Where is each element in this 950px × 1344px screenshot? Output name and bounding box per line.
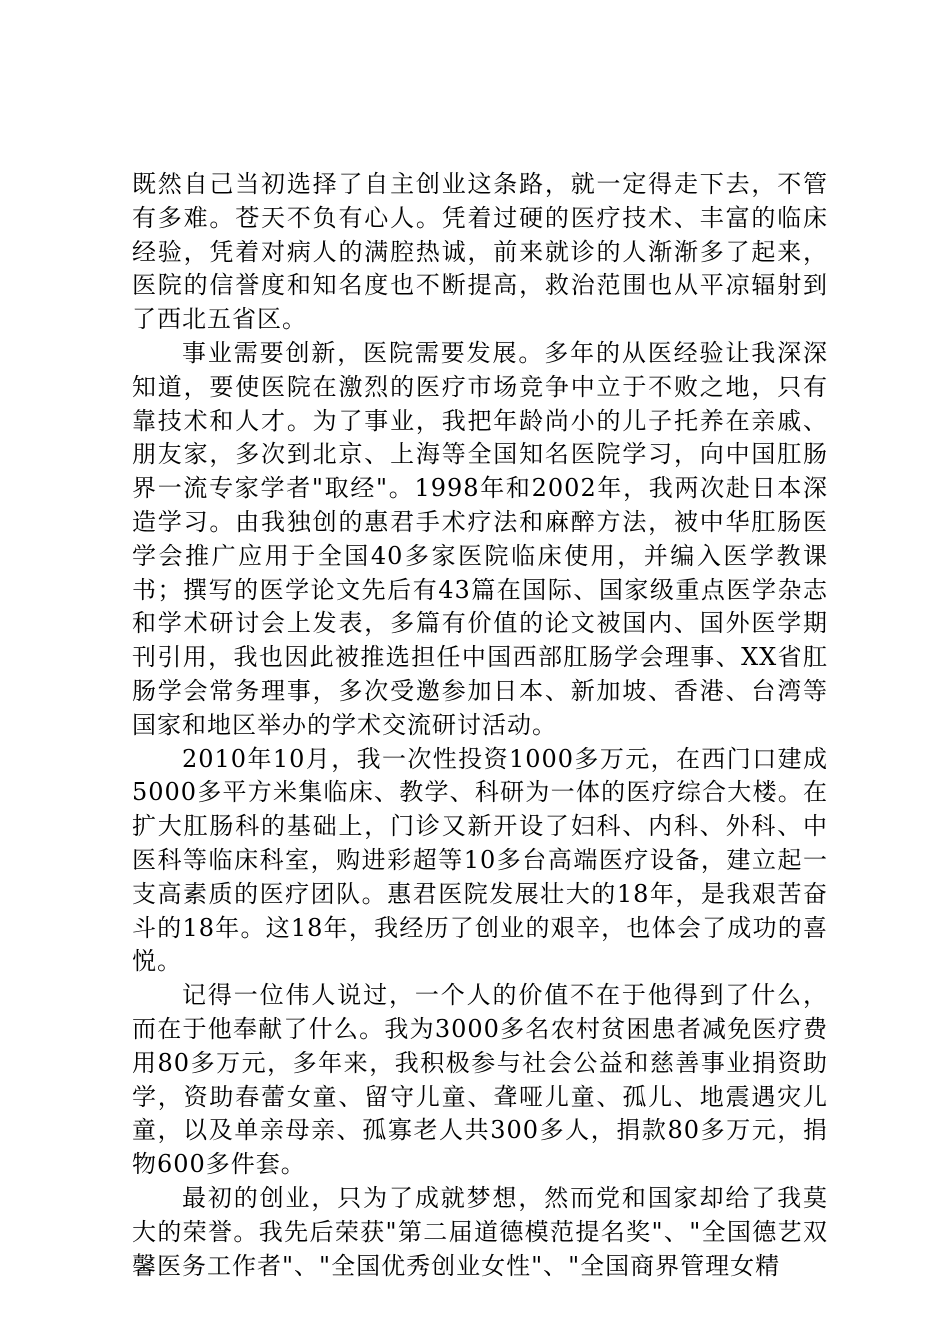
paragraph-3: 2010年10月，我一次性投资1000多万元，在西门口建成5000多平方米集临床、教学、科研为一体的医疗综合大楼。在扩大肛肠科的基础上，门诊又新开设了妇科、内科、外科、中医科等临床科室，购进彩超等10多台高端医疗设备，建立起一支高素质的医疗团队。惠君医院发展壮大的18年，是我艰苦奋斗的18年。这18年，我经历了创业的艰辛，也体会了成功的喜悦。: [132, 744, 828, 976]
paragraph-5: 最初的创业，只为了成就梦想，然而党和国家却给了我莫大的荣誉。我先后荣获"第二届道德模范提名奖"、"全国德艺双馨医务工作者"、"全国优秀创业女性"、"全国商界管理女精: [132, 1183, 828, 1280]
document-page: [132, 168, 828, 1283]
paragraph-2: 事业需要创新，医院需要发展。多年的从医经验让我深深知道，要使医院在激烈的医疗市场竞争中立于不败之地，只有靠技术和人才。为了事业，我把年龄尚小的儿子托养在亲戚、朋友家，多次到北京、上海等全国知名医院学习，向中国肛肠界一流专家学者"取经"。1998年和2002年，我两次赴日本深造学习。由我独创的惠君手术疗法和麻醉方法，被中华肛肠医学会推广应用于全国40多家医院临床使用，并编入医学教课书；撰写的医学论文先后有43篇在国际、国家级重点医学杂志和学术研讨会上发表，多篇有价值的论文被国内、国外医学期刊引用，我也因此被推选担任中国西部肛肠学会理事、XX省肛肠学会常务理事，多次受邀参加日本、新加坡、香港、台湾等国家和地区举办的学术交流研讨活动。: [132, 338, 828, 739]
paragraph-1: 既然自己当初选择了自主创业这条路，就一定得走下去，不管有多难。苍天不负有心人。凭着过硬的医疗技术、丰富的临床经验，凭着对病人的满腔热诚，前来就诊的人渐渐多了起来，医院的信誉度和知名度也不断提高，救治范围也从平凉辐射到了西北五省区。: [132, 170, 828, 334]
paragraph-4: 记得一位伟人说过，一个人的价值不在于他得到了什么，而在于他奉献了什么。我为3000多名农村贫困患者减免医疗费用80多万元，多年来，我积极参与社会公益和慈善事业捐资助学，资助春蕾女童、留守儿童、聋哑儿童、孤儿、地震遇灾儿童，以及单亲母亲、孤寡老人共300多人，捐款80多万元，捐物600多件套。: [132, 981, 828, 1179]
